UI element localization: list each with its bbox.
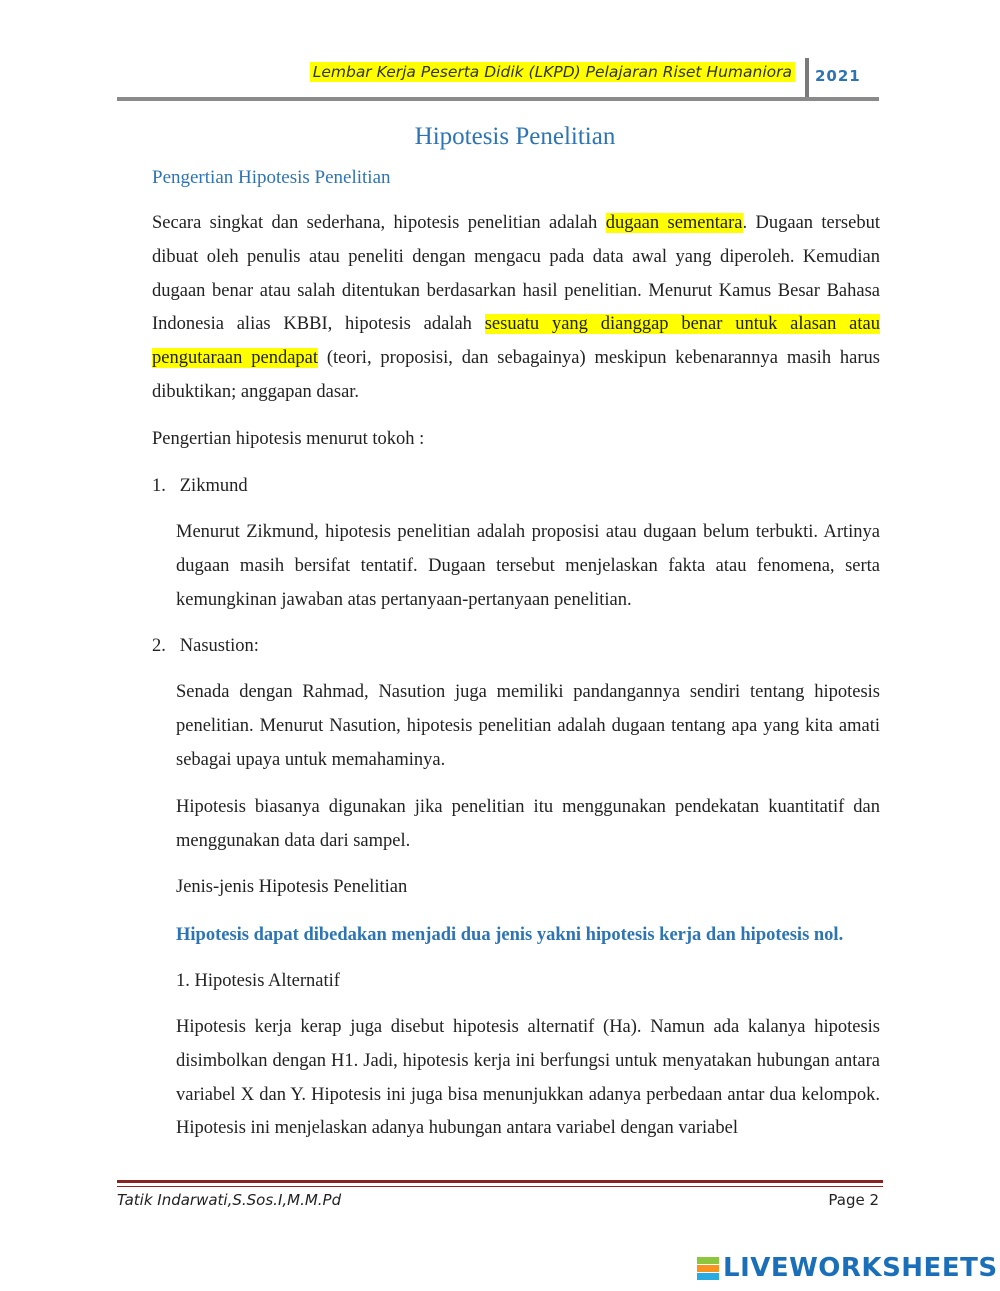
page-title: Hipotesis Penelitian: [414, 123, 616, 150]
list-item-zikmund: 1. Zikmund: [152, 476, 248, 496]
tokoh-intro: Pengertian hipotesis menurut tokoh :: [152, 429, 425, 449]
header-rule: [117, 97, 879, 101]
footer-author: Tatik Indarwati,S.Sos.I,M.M.Pd: [117, 1191, 342, 1209]
footer-rule: [117, 1180, 883, 1183]
section-subtitle: Pengertian Hipotesis Penelitian: [152, 167, 391, 188]
alternatif-heading: 1. Hipotesis Alternatif: [176, 971, 340, 991]
liveworksheets-icon: [697, 1256, 719, 1280]
highlight-dugaan: dugaan sementara: [605, 213, 743, 233]
alternatif-paragraph: Hipotesis kerja kerap juga disebut hipotesis alternatif (Ha). Namun ada kalanya hipotesis disimbolkan dengan H1. Jadi, hipotesis kerja ini berfungsi untuk menyatakan hubungan antara variabel X dan Y. Hipotesis ini juga bisa menunjukkan adanya perbedaan antar dua kelompok. Hipotesis ini menjelaskan adanya hubungan antara variabel dengan variabel: [176, 1017, 880, 1139]
footer-rule-thin: [117, 1186, 883, 1187]
intro-paragraph: Secara singkat dan sederhana, hipotesis penelitian adalah dugaan sementara. Dugaan tersebut dibuat oleh penulis atau peneliti dengan mengacu pada data awal yang diperoleh. Kemudian dugaan benar atau salah ditentukan berdasarkan hasil penelitian. Menurut Kamus Besar Bahasa Indonesia alias KBBI, hipotesis adalah sesuatu yang dianggap benar untuk alasan atau pengutaraan pendapat (teori, proposisi, dan sebagainya) meskipun kebenarannya masih harus dibuktikan; anggapan dasar.: [152, 213, 880, 402]
jenis-statement: Hipotesis dapat dibedakan menjadi dua jenis yakni hipotesis kerja dan hipotesis nol.: [176, 925, 844, 945]
jenis-heading: Jenis-jenis Hipotesis Penelitian: [176, 877, 408, 897]
list-item-nasution: 2. Nasustion:: [152, 636, 259, 656]
zikmund-paragraph: Menurut Zikmund, hipotesis penelitian adalah proposisi atau dugaan belum terbukti. Artinya dugaan masih bersifat tentatif. Dugaan tersebut menjelaskan fakta atau fenomena, serta kemungkinan jawaban atas pertanyaan-pertanyaan penelitian.: [176, 522, 880, 610]
footer-page-number: Page 2: [828, 1191, 879, 1209]
liveworksheets-text: LIVEWORKSHEETS: [723, 1253, 998, 1283]
header-year: 2021: [815, 67, 861, 85]
header-title: Lembar Kerja Peserta Didik (LKPD) Pelajaran Riset Humaniora: [310, 62, 795, 82]
highlight-kbbi: sesuatu yang dianggap benar untuk alasan atau pengutaraan pendapat: [152, 314, 880, 369]
kuantitatif-paragraph: Hipotesis biasanya digunakan jika penelitian itu menggunakan pendekatan kuantitatif dan menggunakan data dari sampel.: [176, 797, 880, 851]
header-separator: [805, 58, 809, 98]
liveworksheets-logo: [697, 1253, 998, 1283]
nasution-paragraph: Senada dengan Rahmad, Nasution juga memiliki pandangannya sendiri tentang hipotesis penelitian. Menurut Nasution, hipotesis penelitian adalah dugaan tentang apa yang kita amati sebagai upaya untuk memahaminya.: [176, 682, 880, 770]
